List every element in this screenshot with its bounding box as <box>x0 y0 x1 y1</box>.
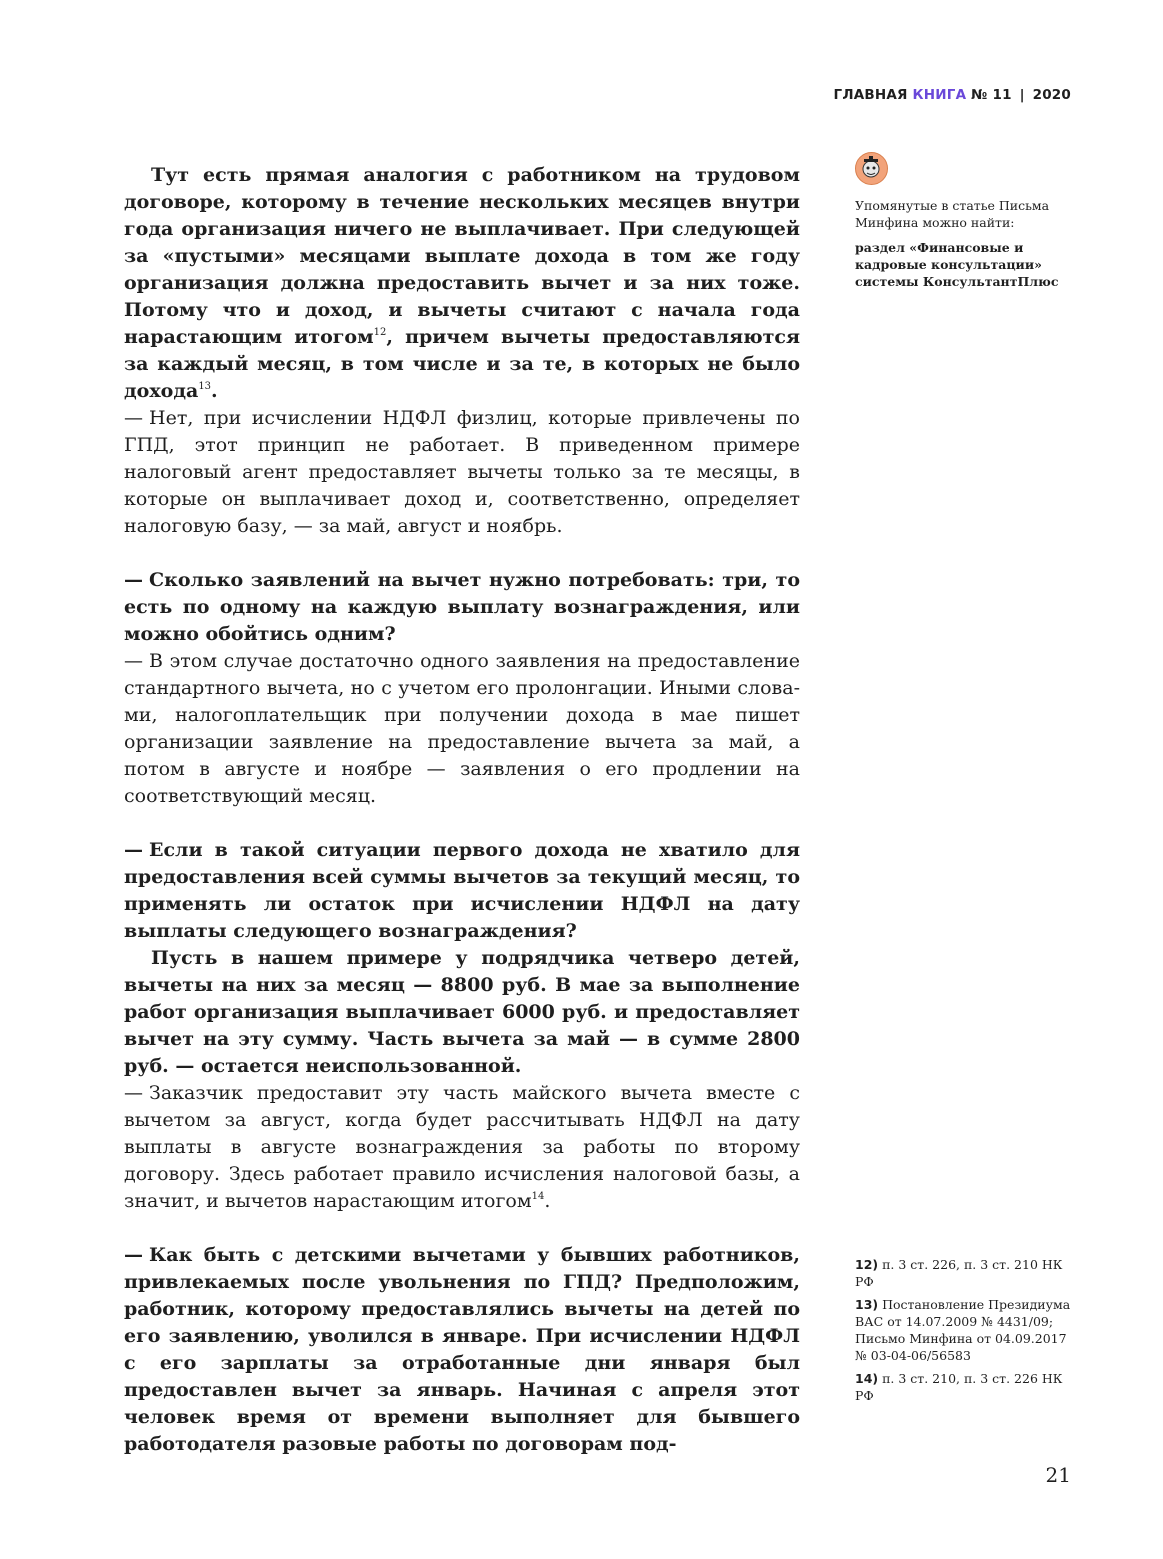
footnote-ref-13[interactable]: 13 <box>198 381 212 392</box>
footnote-14: 14) п. 3 ст. 210, п. 3 ст. 226 НК РФ <box>855 1371 1063 1403</box>
issue-year: 2020 <box>1032 87 1071 103</box>
article-body <box>124 162 800 1458</box>
question-3: — Если в такой ситуации первого дохода не хватило для предоставления всей суммы вычетов за текущий месяц, то применять ли остаток при исчислении НДФЛ на дату выплаты следующего вознаграждения? <box>124 839 800 942</box>
question-3-continuation: Пусть в нашем примере у подрядчика четверо детей, вычеты на них за месяц — 8800 руб. В мае за выполнение работ организация выплачивает 6000 руб. и предоставляет вычет на эту сумму. Часть вычета за май — в сумме 2800 руб. — остается неиспользованной. <box>124 947 800 1077</box>
sidebar-note <box>855 152 1073 290</box>
footnotes <box>855 1256 1077 1410</box>
footnote-ref-14[interactable]: 14 <box>531 1191 545 1202</box>
footnote-13: 13) Постановление Президиума ВАС от 14.07.2009 № 4431/09; Письмо Минфина от 04.09.2017 № 03-04-06/56583 <box>855 1297 1071 1363</box>
expert-avatar-icon <box>855 152 888 185</box>
brand-main: ГЛАВНАЯ <box>833 87 908 103</box>
answer-2: — В этом случае достаточно одного заявления на предоставление стандартного вычета, но с учетом его пролонгации. Иными словами, налогоплательщик при получении дохода в мае пишет организации заявление на предоставление вычета за май, а потом в августе и ноябре — заявления о его продлении на соответствующий месяц. <box>124 650 800 807</box>
header-separator: | <box>1019 87 1025 103</box>
footnote-12: 12) п. 3 ст. 226, п. 3 ст. 210 НК РФ <box>855 1257 1063 1289</box>
question-2: — Сколько заявлений на вычет нужно потребовать: три, то есть по одному на каждую выплату вознаграждения, или можно обойтись одним? <box>124 569 800 645</box>
issue-number: № 11 <box>971 87 1012 103</box>
answer-1: — Нет, при исчислении НДФЛ физлиц, которые привлечены по ГПД, этот принцип не работает. В приведенном примере налоговый агент предоставляет вычеты только за те месяцы, в которые он выплачивает доход и, соответственно, определяет налоговую базу, — за май, август и ноябрь. <box>124 407 800 537</box>
magazine-header <box>834 87 1071 103</box>
answer-3: — Заказчик предоставит эту часть майского вычета вместе с вычетом за август, когда будет рассчитывать НДФЛ на дату выплаты в августе вознаграждения за работы по второму договору. Здесь работает правило исчисления налоговой базы, а значит, и вычетов нарастающим итогом$^{14}$. <box>124 1082 800 1212</box>
brand-accent: КНИГА <box>912 87 967 103</box>
footnote-ref-12[interactable]: 12 <box>373 327 387 338</box>
question-4: — Как быть с детскими вычетами у бывших работников, привлекаемых после увольнения по ГПД? Предположим, работник, которому предоставлялись вычеты на детей по его заявлению, уволился в январе. При исчислении НДФЛ с его зарплаты за отработанные дни января был предоставлен вычет за январь. Начиная с апреля этот человек время от времени выполняет для бывшего работодателя разовые работы по договорам под- <box>124 1244 800 1455</box>
sidebar-note-text: Упомянутые в статье Письма Минфина можно найти: <box>855 198 1050 230</box>
sidebar-note-source: раздел «Финансовые и кадровые консультации» системы КонсультантПлюс <box>855 240 1059 289</box>
page-number: 21 <box>1045 1463 1071 1487</box>
question-1-continuation: Тут есть прямая аналогия с работником на трудовом договоре, которому в течение нескольких месяцев внутри года организация ничего не выплачивает. При следующей за «пустыми» месяцами выплате дохода в том же году организация должна предоставить вычет и за них тоже. Потому что и доход, и вычеты считают с начала года нарастающим итогом$^{12}$, причем вычеты предоставляются за каждый месяц, в том числе и за те, в которых не было дохода$^{13}$. <box>124 164 800 402</box>
